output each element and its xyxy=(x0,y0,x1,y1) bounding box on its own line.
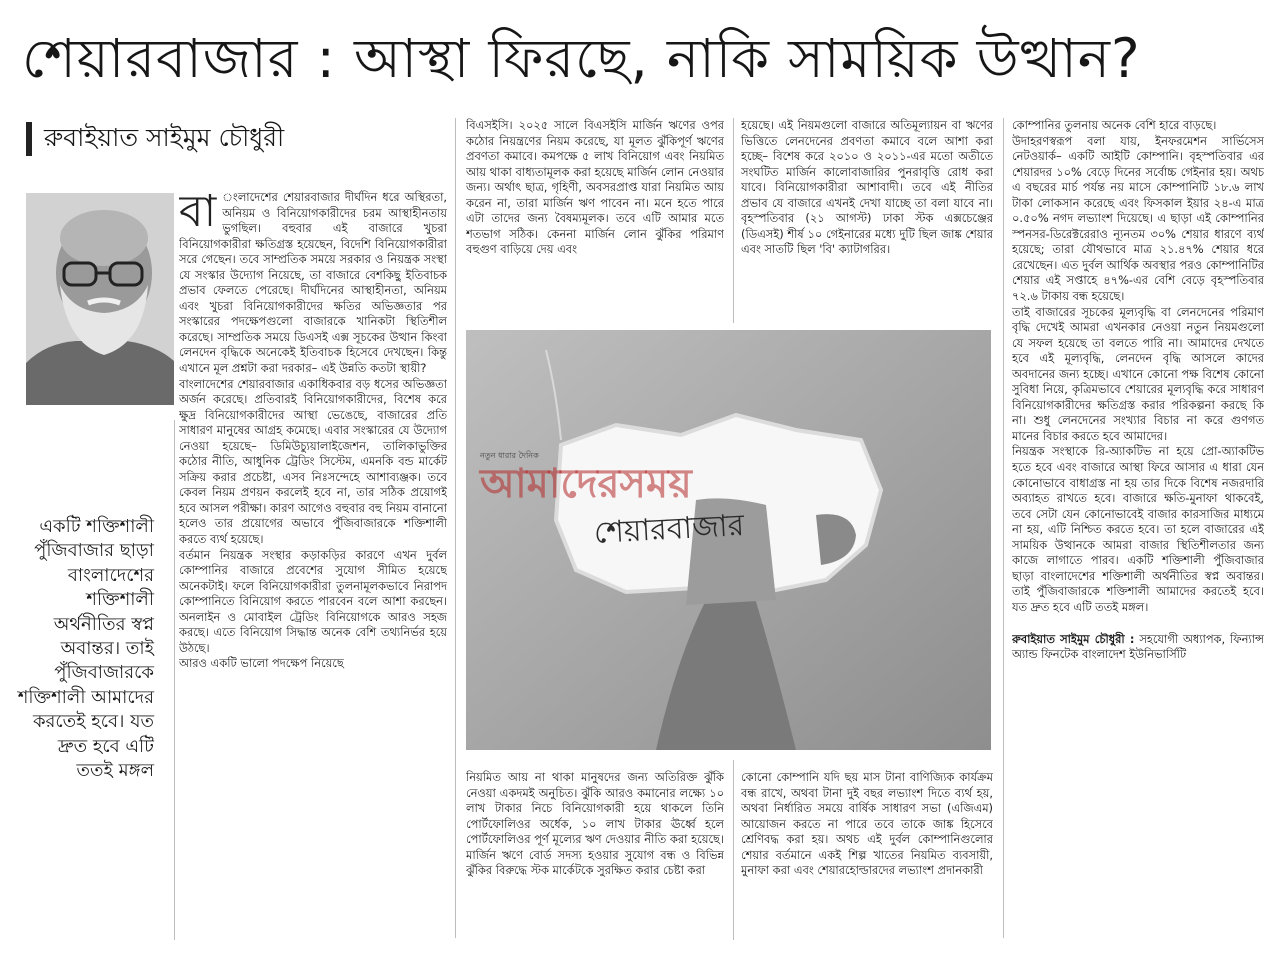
author-portrait-image xyxy=(26,193,174,405)
paragraph: কোনো কোম্পানি যদি ছয় মাস টানা বাণিজ্যিক কার্যক্রম বন্ধ রাখে, অথবা টানা দুই বছর লভ্যাংশ দিতে ব্যর্থ হয়, অথবা নির্ধারিত সময়ে বার্ষিক সাধারণ সভা (এজিএম) আয়োজন করতে না পারে তবে তাকে জাঙ্ক হিসেবে শ্রেণিবদ্ধ করা হয়। অথচ এই দুর্বল কোম্পানিগুলোর শেয়ার বর্তমানে একই শিল্প খাতের নিয়মিত ব্যবসায়ী, মুনাফা করা এবং শেয়ারহোল্ডারদের লভ্যাংশ প্রদানকারী xyxy=(741,770,993,878)
column-divider xyxy=(733,760,734,940)
newspaper-logo: আমাদেরসময় xyxy=(480,461,692,507)
author-bio-text: সহযোগী অধ্যাপক, ফিন্যান্স অ্যান্ড ফিনটেক বাংলাদেশ ইউনিভার্সিটি xyxy=(1012,631,1264,662)
lead-paragraph xyxy=(179,190,447,377)
paragraph: নিয়ন্ত্রক সংস্থাকে রি-অ্যাকটিভ না হয়ে প্রো-অ্যাকটিভ হতে হবে এবং বাজারে আস্থা ফিরে আসার এ ধারা যেন কোনোভাবে বাধাগ্রস্ত না হয় তার দিকে বিশেষ নজরদারি অব্যাহত রাখতে হবে। বাজারে ক্ষতি-মুনাফা থাকবেই, তবে সেটা যেন কোনোভাবেই বাজার কারসাজির মাধ্যমে না হয়, এটি নিশ্চিত করতে হবে। তা হলে বাজারের এই সাময়িক উত্থানকে আমরা বাজার স্থিতিশীলতার জন্য কাজে লাগাতে পারব। একটি শক্তিশালী পুঁজিবাজার ছাড়া বাংলাদেশের শক্তিশালী অর্থনীতির স্বপ্ন অবান্তর। তাই পুঁজিবাজারকে শক্তিশালী আমাদের করতেই হবে। যত দ্রুত হবে এটি ততই মঙ্গল। xyxy=(1012,444,1264,614)
paragraph: উদাহরণস্বরূপ বলা যায়, ইনফরমেশন সার্ভিসেস নেটওয়ার্ক– একটি আইটি কোম্পানি। বৃহস্পতিবার এর শেয়ারদর ১০% বেড়ে দিনের সর্বোচ্চ গেইনার হয়। অথচ এ বছরের মার্চ পর্যন্ত নয় মাসে কোম্পানিটি ১৮.৬ লাখ টাকা লোকসান করেছে এবং ফিসকাল ইয়ার ২৪-এ মাত্র ০.৫০% নগদ লভ্যাংশ দিয়েছে। এ ছাড়া এই কোম্পানির স্পনসর-ডিরেক্টরেরাও ন্যূনতম ৩০% শেয়ার ধারণে ব্যর্থ হয়েছে; তারা যৌথভাবে মাত্র ২১.৪৭% শেয়ার ধরে রেখেছেন। এত দুর্বল আর্থিক অবস্থার পরও কোম্পানিটির শেয়ার এই সপ্তাহে ৪৭%-এর বেশি বেড়ে বৃহস্পতিবার ৭২.৬ টাকায় বন্ধ হয়েছে। xyxy=(1012,133,1264,304)
column-divider xyxy=(733,118,734,323)
column-divider xyxy=(455,118,456,938)
paragraph: বিএসইসি। ২০২৫ সালে বিএসইসি মার্জিন ঋণের ওপর কঠোর নিয়ন্ত্রণের নিয়ম করেছে, যা মূলত ঝুঁকিপূর্ণ ঋণের প্রবণতা কমাবে। কমপক্ষে ৫ লাখ বিনিয়োগ এবং নিয়মিত আয় থাকা বাধ্যতামূলক করা হয়েছে মার্জিন লোন নেওয়ার জন্য। অর্থাৎ ছাত্র, গৃহিণী, অবসরপ্রাপ্ত যারা নিয়মিত আয় করেন না, তারা মার্জিন ঋণ পাবেন না। মনে হতে পারে এটা তাদের জন্য বৈষম্যমূলক। তবে এটি আমার মতে শতভাগ সঠিক। কেননা মার্জিন লোন ঝুঁকির পরিমাণ বহুগুণ বাড়িয়ে দেয় এবং xyxy=(466,118,724,257)
paragraph: নিয়মিত আয় না থাকা মানুষদের জন্য অতিরিক্ত ঝুঁকি নেওয়া একদমই অনুচিত। ঝুঁকি আরও কমানোর লক্ষ্যে ১০ লাখ টাকার নিচে বিনিয়োগকারী হয়ে থাকলে তিনি পোর্টফোলিওর অর্ধেক, ১০ লাখ টাকার ঊর্ধ্বে হলে পোর্টফোলিওর পূর্ণ মূল্যের ঋণ দেওয়ার নীতি করা হয়েছে। মার্জিন ঋণে বোর্ড সদস্য হওয়ার সুযোগ বন্ধ ও বিভিন্ন ঝুঁকির বিরুদ্ধে স্টক মার্কেটকে সুরক্ষিত করার চেষ্টা করা xyxy=(466,770,724,878)
paragraph: হয়েছে। এই নিয়মগুলো বাজারে অতিমূল্যায়ন বা ঋণের ভিত্তিতে লেনদেনের প্রবণতা কমাবে বলে আশা করা হচ্ছে– বিশেষ করে ২০১০ ও ২০১১-এর মতো অতীতে সংঘটিত মার্জিন কালোবাজারির পুনরাবৃত্তি রোধ করা যাবে। বিনিয়োগকারীরা আশাবাদী। তবে এই নীতির প্রভাব যে বাজারে এখনই দেখা যাচ্ছে তা বলা যাবে না। বৃহস্পতিবার (২১ আগস্ট) ঢাকা স্টক এক্সচেঞ্জের (ডিএসই) শীর্ষ ১০ গেইনারের মধ্যে দুটি ছিল জাঙ্ক শেয়ার এবং সাতটি ছিল 'বি' ক্যাটাগরির। xyxy=(741,118,993,257)
author-bio xyxy=(1012,632,1264,663)
column-divider xyxy=(174,420,175,940)
pull-quote: একটি শক্তিশালী পুঁজিবাজার ছাড়া বাংলাদেশের শক্তিশালী অর্থনীতির স্বপ্ন অবান্তর। তাই পুঁজিবাজারকে শক্তিশালী আমাদের করতেই হবে। যত দ্রুত হবে এটি ততই মঙ্গল xyxy=(17,516,154,782)
paragraph: তাই বাজারের সূচকের মূল্যবৃদ্ধি বা লেনদেনের পরিমাণ বৃদ্ধি দেখেই আমরা এখনকার নেওয়া নতুন নিয়মগুলো যে সফল হয়েছে তা বলতে পারি না। আমাদের দেখতে হবে এই মূল্যবৃদ্ধি, লেনদেন বৃদ্ধি আসলে কাদের অবদানের জন্য হচ্ছে। এখানে কোনো পক্ষ বিশেষ কোনো সুবিধা নিয়ে, কৃত্রিমভাবে শেয়ারের মূল্যবৃদ্ধি করে সাধারণ বিনিয়োগকারীদের ক্ষতিগ্রস্ত করার পরিকল্পনা করছে কি না। শুধু লেনদেনের সংখ্যার বিচার না করে গুণগত মানের বিচার করতে হবে আমাদের। xyxy=(1012,304,1264,443)
column-3-bottom xyxy=(741,770,993,942)
column-4 xyxy=(1012,118,1264,946)
author-bio-name: রুবাইয়াত সাইমুম চৌধুরী : xyxy=(1012,631,1135,646)
column-2-top xyxy=(466,118,724,324)
column-1 xyxy=(179,190,447,940)
column-divider xyxy=(1003,118,1004,938)
main-illustration xyxy=(466,330,991,750)
byline-bar xyxy=(26,122,32,156)
headline: শেয়ারবাজার : আস্থা ফিরছে, নাকি সাময়িক উত্থান? xyxy=(22,27,1141,90)
column-3-top xyxy=(741,118,993,324)
column-2-bottom xyxy=(466,770,724,942)
paragraph: কোম্পানির তুলনায় অনেক বেশি হারে বাড়ছে। xyxy=(1012,118,1217,132)
author-photo xyxy=(26,193,174,405)
drop-cap: বা xyxy=(179,190,217,237)
paragraph-text: ংলাদেশের শেয়ারবাজার দীর্ঘদিন ধরে অস্থিরতা, অনিয়ম ও বিনিয়োগকারীদের চরম আস্থাহীনতায় ভুগছিল। বহুবার এই বাজারে খুচরা বিনিয়োগকারীরা ক্ষতিগ্রস্ত হয়েছেন, বিদেশি বিনিয়োগকারীরা সরে গেছেন। তবে সাম্প্রতিক সময়ে সরকার ও নিয়ন্ত্রক সংস্থা যে সংস্কার উদ্যোগ নিয়েছে, তা বাজারে বেশকিছু ইতিবাচক প্রভাব ফেলতে পেরেছে। দীর্ঘদিনের আস্থাহীনতা, অনিয়ম এবং খুচরা বিনিয়োগকারীদের ক্ষতির অভিজ্ঞতার পর সংস্কারের পদক্ষেপগুলো বাজারকে খানিকটা স্থিতিশীল করেছে। সাম্প্রতিক সময়ে ডিএসই এক্স সূচকের উত্থান কিংবা লেনদেন বৃদ্ধিকে অনেকেই ইতিবাচক হিসেবে দেখছেন। কিন্তু এখানে মূল প্রশ্নটা করা দরকার– এই উন্নতি কতটা স্থায়ী? xyxy=(179,190,447,376)
paragraph: আরও একটি ভালো পদক্ষেপ নিয়েছে xyxy=(179,656,344,671)
paragraph: বর্তমান নিয়ন্ত্রক সংস্থার কড়াকড়ির কারণে এখন দুর্বল কোম্পানির বাজারে প্রবেশের সুযোগ সীমিত হয়েছে অনেকটাই। ফলে বিনিয়োগকারীরা তুলনামূলকভাবে নিরাপদ কোম্পানিতে বিনিয়োগ করতে পারবেন বলে আশা করছেন। অনলাইন ও মোবাইল ট্রেডিং বিনিয়োগকে আরও সহজ করছে। এতে বিনিয়োগ সিদ্ধান্ত অনেক বেশি তথ্যনির্ভর হয়ে উঠছে। xyxy=(179,547,447,655)
paragraph: বাংলাদেশের শেয়ারবাজার একাধিকবার বড় ধসের অভিজ্ঞতা অর্জন করেছে। প্রতিবারই বিনিয়োগকারীদের, বিশেষ করে ক্ষুদ্র বিনিয়োগকারীদের আস্থা ভেঙেছে, বাজারের প্রতি সাধারণ মানুষের আগ্রহ কমেছে। এবার সংস্কারের যে উদ্যোগ নেওয়া হয়েছে– ডিমিউচ্যুয়ালাইজেশন, তালিকাভুক্তির কঠোর নীতি, আধুনিক ট্রেডিং সিস্টেম, এমনকি বন্ড মার্কেট সক্রিয় করার প্রচেষ্টা, এসব নিঃসন্দেহে আশাব্যঞ্জক। তবে কেবল নিয়ম প্রণয়ন করলেই হবে না, তার সঠিক প্রয়োগই হবে আসল পরীক্ষা। কারণ আগেও বহুবার বহু নিয়ম বানানো হলেও তার প্রয়োগের অভাবে পুঁজিবাজারকে শক্তিশালী করতে ব্যর্থ হয়েছে। xyxy=(179,376,447,547)
sign-text: শেয়ারবাজার xyxy=(593,508,745,551)
byline: রুবাইয়াত সাইমুম চৌধুরী xyxy=(44,123,285,152)
paper-tag: নতুন ধারার দৈনিক xyxy=(480,451,539,460)
